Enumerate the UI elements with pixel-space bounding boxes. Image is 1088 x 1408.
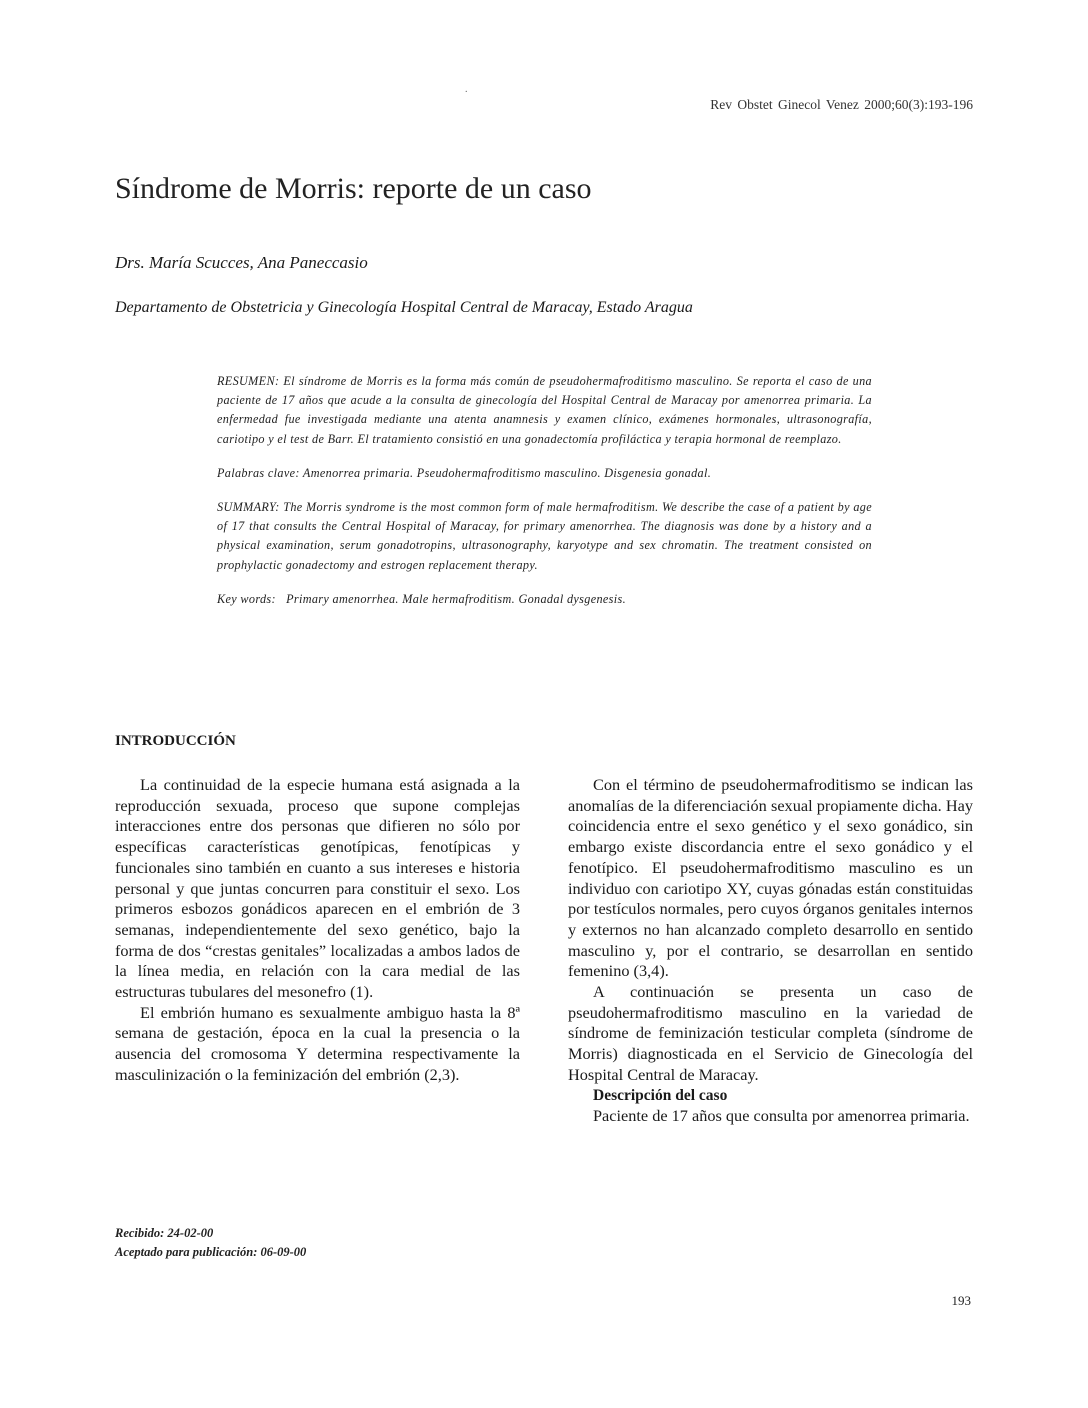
introduction-heading: INTRODUCCIÓN xyxy=(115,733,236,749)
left-column xyxy=(115,775,520,1086)
palabras-clave-paragraph: Palabras clave: Amenorrea primaria. Pseudohermafroditismo masculino. Disgenesia gonadal. xyxy=(217,465,712,480)
intro-paragraph-1: La continuidad de la especie humana está asignada a la reproducción sexuada, proceso que supone complejas interacciones entre dos personas que difieren no sólo por específicas características genotípicas, fenotípicas y funcionales sino también en cuanto a sus intereses e historia personal y que juntas concurren para constituir el sexo. Los primeros esbozos gonádicos aparecen en el embrión de 3 semanas, independientemente del sexo genético, bajo la forma de dos “crestas genitales” localizadas a ambos lados de la línea media, en relación con la cara medial de las estructuras tubulares del mesonefro (1). xyxy=(115,775,520,1002)
case-paragraph-1: Paciente de 17 años que consulta por amenorrea primaria. xyxy=(593,1106,970,1126)
intro-paragraph-3: Con el término de pseudohermafroditismo se indican las anomalías de la diferenciación sexual propiamente dicha. Hay coincidencia entre el sexo genético y el sexo gonádico, sin embargo existe discordancia entre el sexo gonádico y el fenotípico. El pseudohermafroditismo masculino es un individuo con cariotipo XY, cuyas gónadas están constituidas por testículos normales, pero cuyos órganos genitales internos y externos no han alcanzado completo desarrollo en sentido masculino y, por el contrario, se desarrollan en sentido femenino (3,4). xyxy=(568,775,973,981)
journal-reference: Rev Obstet Ginecol Venez 2000;60(3):193-196 xyxy=(710,97,973,112)
received-date: Recibido: 24-02-00 xyxy=(115,1226,214,1240)
summary-paragraph: SUMMARY: The Morris syndrome is the most common form of male hermafroditism. We describe the case of a patient by age of 17 that consults the Central Hospital of Maracay, for primary amenorrhea. The diagnosis was done by a history and a physical examination, serum gonadotropins, ultrasonography, karyotype and sex chromatin. The treatment consisted on prophylactic gonadectomy and estrogen replacement therapy. xyxy=(217,500,872,572)
case-description-heading: Descripción del caso xyxy=(593,1086,728,1104)
accepted-date: Aceptado para publicación: 06-09-00 xyxy=(115,1245,307,1259)
resumen-paragraph: RESUMEN: El síndrome de Morris es la forma más común de pseudohermafroditismo masculino. Se reporta el caso de una paciente de 17 años que acude a la consulta de ginecología del Hospital Central de Maracay por amenorrea primaria. La enfermedad fue investigada mediante una atenta anamnesis y examen clínico, exámenes hormonales, ultrasonografía, cariotipo y el test de Barr. El tratamiento consistió en una gonadectomía profiláctica y terapia hormonal de reemplazo. xyxy=(217,374,872,446)
submission-dates xyxy=(115,1224,306,1262)
right-column xyxy=(568,775,973,1127)
article-affiliation: Departamento de Obstetricia y Ginecología Hospital Central de Maracay, Estado Aragua xyxy=(115,299,693,316)
article-title: Síndrome de Morris: reporte de un caso xyxy=(115,172,592,205)
article-authors: Drs. María Scucces, Ana Paneccasio xyxy=(115,253,368,272)
page-number: 193 xyxy=(951,1293,971,1308)
intro-paragraph-2: El embrión humano es sexualmente ambiguo hasta la 8ª semana de gestación, época en la cual la presencia o la ausencia del cromosoma Y determina respectivamente la masculinización o la feminización del embrión (2,3). xyxy=(115,1002,520,1084)
abstract-block xyxy=(217,372,872,624)
key-words-paragraph: Key words: Primary amenorrhea. Male hermafroditism. Gonadal dysgenesis. xyxy=(217,591,626,606)
intro-paragraph-4: A continuación se presenta un caso de pseudohermafroditismo masculino en la variedad de síndrome de feminización testicular completa (síndrome de Morris) diagnosticada en el Servicio de Ginecología del Hospital Central de Maracay. xyxy=(568,982,973,1084)
stray-mark: . xyxy=(465,84,468,95)
